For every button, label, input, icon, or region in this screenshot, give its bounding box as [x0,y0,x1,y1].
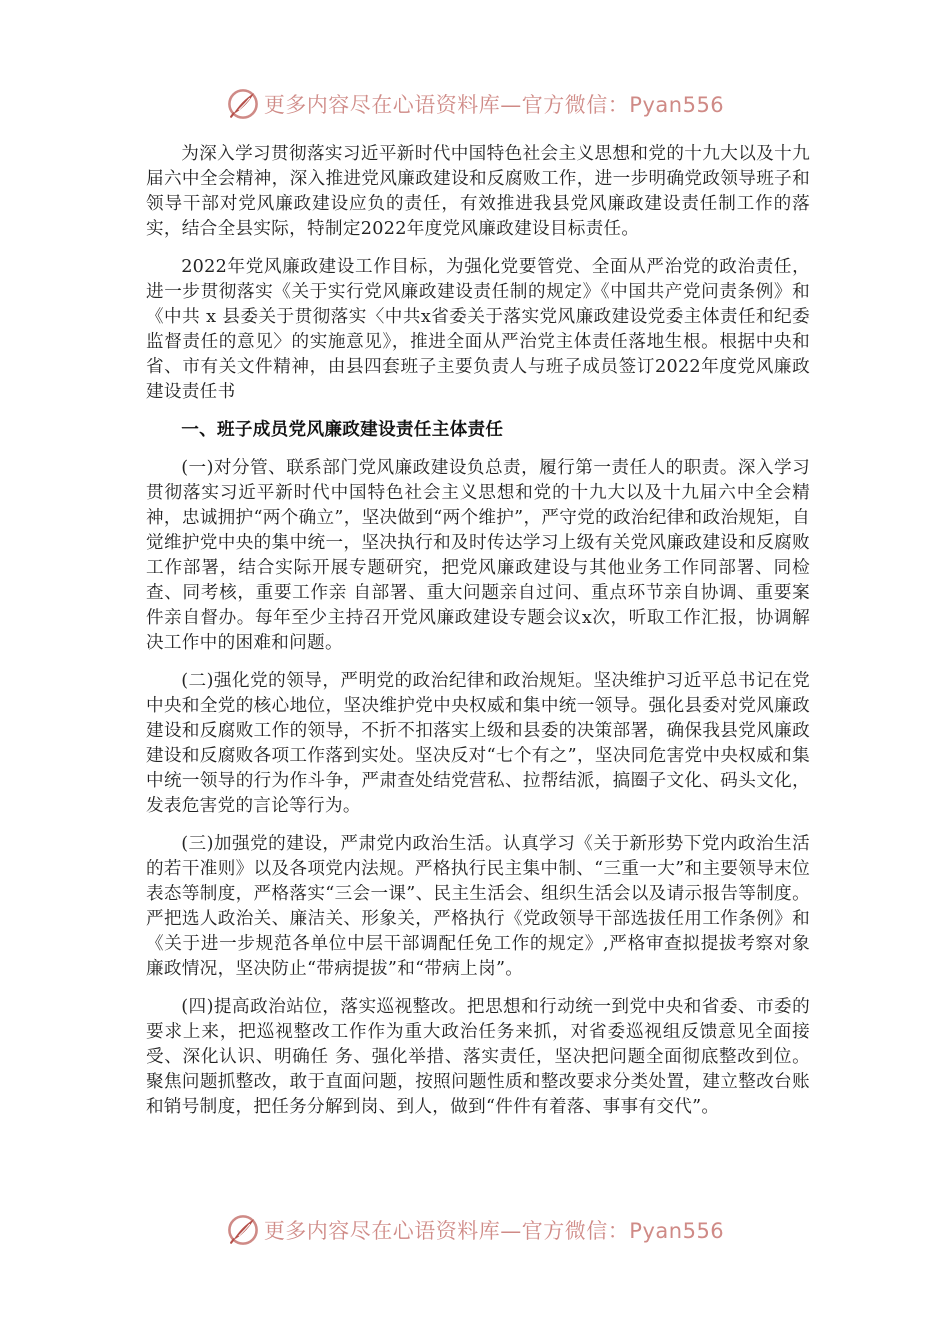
section-heading: 一、班子成员党风廉政建设责任主体责任 [181,420,504,440]
banner-text: 更多内容尽在心语资料库—官方微信：Pyan556 [263,1219,725,1243]
quill-pen-icon [226,87,260,121]
intro-paragraph: 为深入学习贯彻落实习近平新时代中国特色社会主义思想和党的十九大以及十九届六中全会精神，深入推进党风廉政建设和反腐败工作，进一步明确党政领导班子和领导干部对党风廉政建设应负的责任，有效推进我县党风廉政建设责任制工作的落实，结合全县实际，特制定2022年度党风廉政建设目标责任。 [146,144,810,239]
banner-text: 更多内容尽在心语资料库—官方微信：Pyan556 [263,93,725,117]
header-banner [0,84,950,124]
goal-paragraph: 2022年党风廉政建设工作目标，为强化党要管党、全面从严治党的政治责任，进一步贯彻落实《关于实行党风廉政建设责任制的规定》《中国共产党问责条例》和《中共 x 县委关于贯彻落实〈中共x省委关于落实党风廉政建设党委主体责任和纪委监督责任的意见〉的实施意见》，推进全面从严治党主体责任落地生根。根据中央和省、市有关文件精神，由县四套班子主要负责人与班子成员签订2022年度党风廉政建设责任书 [146,257,810,402]
document-body [146,142,810,1120]
quill-pen-icon [226,1213,260,1247]
item-2-paragraph: (二)强化党的领导，严明党的政治纪律和政治规矩。坚决维护习近平总书记在党中央和全党的核心地位，坚决维护党中央权威和集中统一领导。强化县委对党风廉政建设和反腐败工作的领导，不折不扣落实上级和县委的决策部署，确保我县党风廉政建设和反腐败各项工作落到实处。坚决反对“七个有之”，坚决同危害党中央权威和集中统一领导的行为作斗争，严肃查处结党营私、拉帮结派，搞圈子文化、码头文化，发表危害党的言论等行为。 [146,671,810,816]
footer-banner [0,1210,950,1250]
item-3-paragraph: (三)加强党的建设，严肃党内政治生活。认真学习《关于新形势下党内政治生活的若干准则》以及各项党内法规。严格执行民主集中制、“三重一大”和主要领导末位表态等制度，严格落实“三会一课”、民主生活会、组织生活会以及请示报告等制度。严把选人政治关、廉洁关、形象关，严格执行《党政领导干部选拔任用工作条例》和《关于进一步规范各单位中层干部调配任免工作的规定》,严格审查拟提拔考察对象廉政情况，坚决防止“带病提拔”和“带病上岗”。 [146,834,810,979]
item-1-paragraph: (一)对分管、联系部门党风廉政建设负总责，履行第一责任人的职责。深入学习贯彻落实习近平新时代中国特色社会主义思想和党的十九大以及十九届六中全会精神，忠诚拥护“两个确立”，坚决做到“两个维护”，严守党的政治纪律和政治规矩，自觉维护党中央的集中统一，坚决执行和及时传达学习上级有关党风廉政建设和反腐败工作部署，结合实际开展专题研究，把党风廉政建设与其他业务工作同部署、同检查、同考核，重要工作亲 自部署、重大问题亲自过问、重点环节亲自协调、重要案件亲自督办。每年至少主持召开党风廉政建设专题会议x次，听取工作汇报，协调解决工作中的困难和问题。 [146,458,810,653]
item-4-paragraph: (四)提高政治站位，落实巡视整改。把思想和行动统一到党中央和省委、市委的要求上来，把巡视整改工作作为重大政治任务来抓，对省委巡视组反馈意见全面接受、深化认识、明确任 务、强化举措、落实责任，坚决把问题全面彻底整改到位。聚焦问题抓整改，敢于直面问题，按照问题性质和整改要求分类处置，建立整改台账和销号制度，把任务分解到岗、到人，做到“件件有着落、事事有交代”。 [146,997,810,1117]
